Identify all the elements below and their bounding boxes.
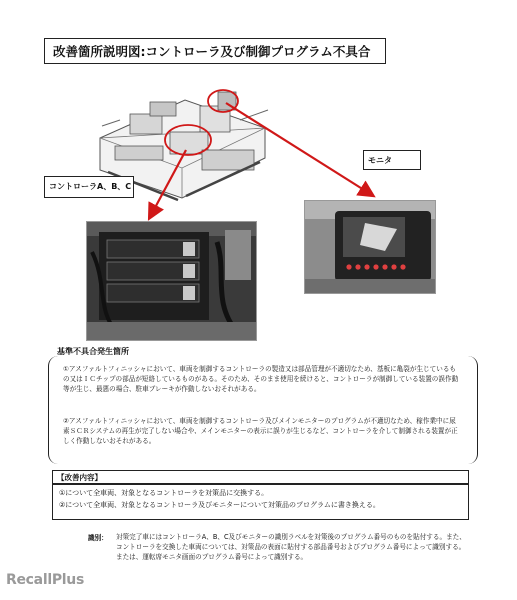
monitor-photo: [304, 200, 436, 294]
defect-section-heading: 基準不具合発生箇所: [57, 347, 129, 356]
defect-description-frame: [48, 356, 478, 464]
measure-item-1: ①について全車両、対象となるコントローラを対策品に交換する。: [59, 489, 269, 497]
controller-label: コントローラA、B、C: [44, 176, 134, 198]
improvement-measures-box: [52, 470, 469, 520]
defect-paragraph-2: ②アスファルトフィニッシャにおいて、車両を制御するコントローラ及びメインモニターのプログラムが不適切なため、稼作業中に尿素ＳＣＲシステムの再生が完了しない場合や、メインモニターの表示に誤りが生じるなど、コントローラを介して制御される装置が正しく作動しないおそれがある。: [63, 417, 458, 445]
watermark-logo: RecallPlus: [6, 572, 84, 588]
measure-item-2: ②について全車両、対象となるコントローラ及びモニターについて対策品のプログラムに書き換える。: [59, 501, 380, 509]
measures-divider: [53, 483, 468, 485]
arrow-to-controller: [150, 150, 186, 217]
identification-label: 識別：: [88, 534, 108, 542]
page-title: 改善箇所説明図:コントローラ及び制御プログラム不具合: [44, 38, 386, 64]
identification-note: 対策完了車にはコントローラA、B、C及びモニターの識別ラベルを対策後のプログラム番号のものを貼付する。また、コントローラを交換した車両については、対策品の表面に貼付する部品番号およびプログラム番号によって識別する。または、運転席モニタ画面のプログラム番号によって識別する。: [116, 533, 466, 561]
controller-photo: [86, 221, 257, 341]
measures-title: 【改善内容】: [57, 473, 102, 482]
monitor-label: モニタ: [363, 150, 421, 170]
arrow-to-monitor: [226, 103, 372, 195]
defect-paragraph-1: ①アスファルトフィニッシャにおいて、車両を制御するコントローラの製造又は部品管理が不適切なため、基板に亀裂が生じているもの又はＩＣチップの部品が短絡しているものがある。そのため、そのまま使用を続けると、コントローラが制御している装置の誤作動等が生じ、最悪の場合、駐車ブレーキが作動しないおそれがある。: [63, 365, 459, 393]
